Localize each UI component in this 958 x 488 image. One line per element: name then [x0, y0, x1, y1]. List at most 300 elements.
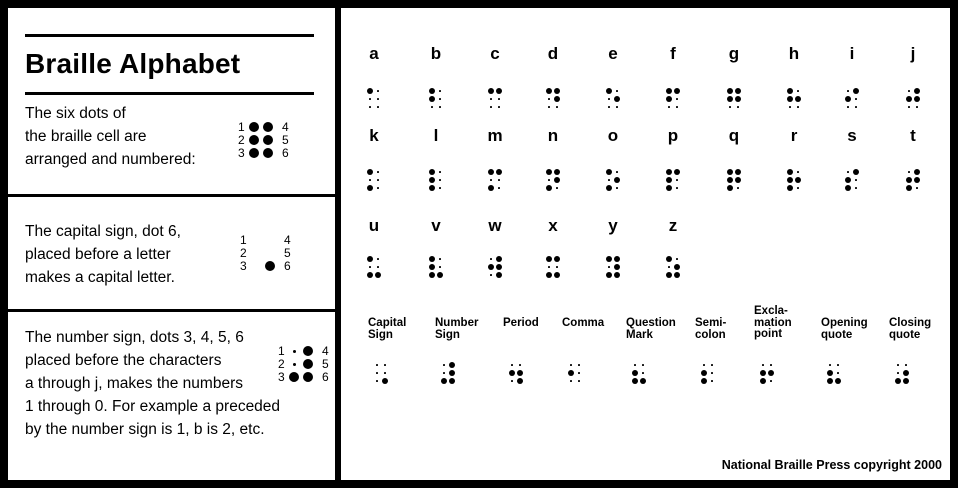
capital-panel: [8, 197, 335, 309]
raised-dot: [249, 122, 259, 132]
flat-dot: [519, 364, 521, 366]
text-line: arranged and numbered:: [25, 151, 196, 168]
text-line: makes a capital letter.: [25, 269, 175, 286]
flat-dot: [608, 179, 610, 181]
page-title: Braille Alphabet: [25, 48, 241, 79]
symbol-label: Semi- colon: [695, 317, 727, 341]
braille-cell: [700, 361, 720, 391]
letter-q: q: [728, 126, 740, 145]
capital-text: [25, 220, 181, 289]
raised-dot: [674, 264, 680, 270]
raised-dot: [429, 177, 435, 183]
raised-dot: [303, 372, 313, 382]
braille-cell: [508, 361, 528, 391]
raised-dot: [429, 96, 435, 102]
dot-number: 4: [282, 120, 289, 134]
dot-number: 2: [238, 133, 245, 147]
raised-dot: [640, 378, 646, 384]
letter-g: g: [728, 44, 740, 63]
flat-dot: [490, 274, 492, 276]
title-bottom-rule: [25, 92, 314, 95]
raised-dot: [429, 185, 435, 191]
raised-dot: [795, 177, 801, 183]
raised-dot: [429, 264, 435, 270]
raised-dot: [903, 378, 909, 384]
flat-dot: [490, 258, 492, 260]
letter-h: h: [788, 44, 800, 63]
braille-cell: [631, 361, 651, 391]
raised-dot: [787, 169, 793, 175]
braille-cell: [366, 255, 386, 285]
title-top-rule: [25, 34, 314, 37]
flat-dot: [711, 380, 713, 382]
alphabet-panel: [341, 8, 950, 480]
flat-dot: [837, 372, 839, 374]
braille-cell: [545, 87, 565, 117]
flat-dot: [439, 258, 441, 260]
raised-dot: [845, 96, 851, 102]
raised-dot: [554, 177, 560, 183]
dot-number: 4: [322, 344, 329, 358]
flat-dot: [634, 364, 636, 366]
raised-dot: [895, 378, 901, 384]
raised-dot: [496, 88, 502, 94]
raised-dot: [382, 378, 388, 384]
braille-cell: [905, 168, 925, 198]
raised-dot: [375, 272, 381, 278]
text-line: 1 through 0. For example a preceded: [25, 398, 281, 415]
flat-dot: [377, 106, 379, 108]
letter-m: m: [487, 126, 503, 145]
raised-dot: [827, 378, 833, 384]
raised-dot: [906, 185, 912, 191]
raised-dot: [727, 169, 733, 175]
letter-z: z: [668, 216, 678, 235]
raised-dot: [674, 272, 680, 278]
raised-dot: [546, 272, 552, 278]
letter-a: a: [369, 44, 379, 63]
raised-dot: [614, 96, 620, 102]
braille-cell: [665, 168, 685, 198]
flat-dot: [616, 171, 618, 173]
raised-dot: [263, 148, 273, 158]
flat-dot: [377, 90, 379, 92]
raised-dot: [488, 88, 494, 94]
text-line: The six dots of: [25, 105, 126, 122]
symbol-label: Opening quote: [821, 317, 868, 341]
flat-dot: [908, 171, 910, 173]
flat-dot: [829, 364, 831, 366]
flat-dot: [439, 187, 441, 189]
text-line: the braille cell are: [25, 128, 147, 145]
flat-dot: [490, 98, 492, 100]
flat-dot: [377, 98, 379, 100]
raised-dot: [367, 272, 373, 278]
flat-dot: [548, 179, 550, 181]
symbol-label: Closing quote: [889, 317, 932, 341]
raised-dot: [835, 378, 841, 384]
dot-number: 5: [322, 357, 329, 371]
text-line: The capital sign, dot 6,: [25, 223, 181, 240]
dot-number: 6: [282, 146, 289, 160]
letter-o: o: [607, 126, 619, 145]
flat-dot: [578, 364, 580, 366]
flat-dot: [642, 364, 644, 366]
braille-cell: [759, 361, 779, 391]
braille-cell: [826, 361, 846, 391]
raised-dot: [701, 378, 707, 384]
flat-dot: [668, 266, 670, 268]
flat-dot: [556, 266, 558, 268]
raised-dot: [367, 256, 373, 262]
raised-dot: [441, 378, 447, 384]
raised-dot: [429, 272, 435, 278]
flat-dot: [703, 364, 705, 366]
raised-dot: [853, 88, 859, 94]
letter-t: t: [910, 126, 916, 145]
flat-dot: [384, 372, 386, 374]
raised-dot: [906, 96, 912, 102]
raised-dot: [666, 169, 672, 175]
raised-dot: [701, 370, 707, 376]
flat-dot: [616, 187, 618, 189]
raised-dot: [554, 96, 560, 102]
raised-dot: [488, 185, 494, 191]
dot-number: 3: [240, 259, 247, 273]
raised-dot: [914, 177, 920, 183]
flat-dot: [676, 258, 678, 260]
dot-number: 1: [240, 233, 247, 247]
flat-dot: [797, 106, 799, 108]
dot-number: 3: [278, 370, 285, 384]
flat-dot: [711, 372, 713, 374]
braille-cell: [366, 87, 386, 117]
braille-cell: [567, 361, 587, 391]
raised-dot: [546, 169, 552, 175]
braille-cell: [440, 361, 460, 391]
raised-dot: [568, 370, 574, 376]
text-line: The number sign, dots 3, 4, 5, 6: [25, 329, 244, 346]
raised-dot: [614, 264, 620, 270]
flat-dot: [511, 380, 513, 382]
letter-r: r: [790, 126, 798, 145]
flat-dot: [762, 364, 764, 366]
raised-dot: [449, 370, 455, 376]
raised-dot: [449, 378, 455, 384]
flat-dot: [908, 90, 910, 92]
flat-dot: [608, 98, 610, 100]
braille-cell: [487, 87, 507, 117]
dot-number: 6: [284, 259, 291, 273]
number-panel: [8, 312, 335, 480]
symbol-label: Period: [503, 317, 539, 329]
raised-dot: [914, 96, 920, 102]
raised-dot: [367, 169, 373, 175]
intro-text: [25, 102, 196, 171]
braille-cell: [894, 361, 914, 391]
braille-cell: [373, 361, 393, 391]
raised-dot: [727, 177, 733, 183]
raised-dot: [787, 185, 793, 191]
flat-dot: [556, 187, 558, 189]
braille-cell: [905, 87, 925, 117]
braille-cell: [786, 168, 806, 198]
raised-dot: [496, 169, 502, 175]
raised-dot: [554, 88, 560, 94]
flat-dot: [369, 266, 371, 268]
flat-dot: [570, 364, 572, 366]
flat-dot: [376, 364, 378, 366]
raised-dot: [632, 378, 638, 384]
raised-dot: [496, 256, 502, 262]
letter-k: k: [369, 126, 379, 145]
letter-b: b: [430, 44, 442, 63]
letter-v: v: [431, 216, 441, 235]
raised-dot: [303, 346, 313, 356]
braille-cell: [428, 87, 448, 117]
raised-dot: [496, 272, 502, 278]
raised-dot: [666, 177, 672, 183]
raised-dot: [429, 256, 435, 262]
raised-dot: [303, 359, 313, 369]
braille-cell: [726, 168, 746, 198]
flat-dot: [439, 179, 441, 181]
flat-dot: [789, 106, 791, 108]
raised-dot: [265, 261, 275, 271]
raised-dot: [768, 370, 774, 376]
braille-cell: [844, 168, 864, 198]
raised-dot: [735, 88, 741, 94]
raised-dot: [666, 88, 672, 94]
raised-dot: [853, 169, 859, 175]
raised-dot: [367, 88, 373, 94]
flat-dot: [439, 106, 441, 108]
letter-s: s: [847, 126, 857, 145]
raised-dot: [903, 370, 909, 376]
flat-dot: [293, 363, 296, 366]
letter-c: c: [490, 44, 500, 63]
dot-number: 5: [282, 133, 289, 147]
flat-dot: [770, 364, 772, 366]
dot-number: 5: [284, 246, 291, 260]
symbol-label: Question Mark: [626, 317, 676, 341]
raised-dot: [666, 272, 672, 278]
flat-dot: [737, 106, 739, 108]
raised-dot: [606, 88, 612, 94]
raised-dot: [674, 88, 680, 94]
raised-dot: [666, 185, 672, 191]
raised-dot: [727, 185, 733, 191]
flat-dot: [837, 364, 839, 366]
letter-x: x: [548, 216, 558, 235]
flat-dot: [376, 372, 378, 374]
raised-dot: [509, 370, 515, 376]
raised-dot: [727, 88, 733, 94]
copyright-footer: National Braille Press copyright 2000: [721, 458, 942, 472]
flat-dot: [293, 350, 296, 353]
raised-dot: [760, 370, 766, 376]
flat-dot: [897, 372, 899, 374]
text-line: placed before the characters: [25, 352, 222, 369]
flat-dot: [668, 106, 670, 108]
braille-cell: [605, 87, 625, 117]
raised-dot: [795, 96, 801, 102]
raised-dot: [429, 88, 435, 94]
raised-dot: [488, 169, 494, 175]
number-cell-diagram: [278, 345, 338, 387]
raised-dot: [289, 372, 299, 382]
flat-dot: [369, 98, 371, 100]
flat-dot: [797, 90, 799, 92]
flat-dot: [377, 179, 379, 181]
raised-dot: [546, 88, 552, 94]
symbol-label: Capital Sign: [368, 317, 407, 341]
flat-dot: [443, 364, 445, 366]
raised-dot: [787, 177, 793, 183]
letter-l: l: [433, 126, 439, 145]
letter-u: u: [368, 216, 380, 235]
symbol-label: Number Sign: [435, 317, 479, 341]
braille-cell: [665, 87, 685, 117]
raised-dot: [906, 177, 912, 183]
raised-dot: [827, 370, 833, 376]
flat-dot: [908, 106, 910, 108]
intro-panel: [8, 8, 335, 194]
flat-dot: [676, 187, 678, 189]
flat-dot: [676, 106, 678, 108]
flat-dot: [905, 364, 907, 366]
symbol-label: Comma: [562, 317, 605, 329]
raised-dot: [606, 256, 612, 262]
dot-number: 6: [322, 370, 329, 384]
raised-dot: [554, 272, 560, 278]
capital-cell-diagram: [240, 234, 300, 276]
flat-dot: [578, 372, 580, 374]
raised-dot: [787, 88, 793, 94]
flat-dot: [676, 179, 678, 181]
flat-dot: [897, 364, 899, 366]
flat-dot: [498, 106, 500, 108]
number-text: [25, 326, 280, 441]
raised-dot: [449, 362, 455, 368]
flat-dot: [855, 98, 857, 100]
raised-dot: [517, 378, 523, 384]
raised-dot: [614, 256, 620, 262]
flat-dot: [498, 179, 500, 181]
raised-dot: [760, 378, 766, 384]
dot-number: 2: [278, 357, 285, 371]
braille-cell: [786, 87, 806, 117]
raised-dot: [674, 169, 680, 175]
dot-number: 3: [238, 146, 245, 160]
braille-cell: [844, 87, 864, 117]
raised-dot: [614, 177, 620, 183]
raised-dot: [554, 256, 560, 262]
letter-n: n: [547, 126, 559, 145]
letter-d: d: [547, 44, 559, 63]
raised-dot: [488, 264, 494, 270]
flat-dot: [377, 171, 379, 173]
raised-dot: [666, 256, 672, 262]
flat-dot: [729, 106, 731, 108]
raised-dot: [666, 96, 672, 102]
letter-e: e: [608, 44, 618, 63]
raised-dot: [546, 256, 552, 262]
flat-dot: [676, 98, 678, 100]
flat-dot: [570, 380, 572, 382]
raised-dot: [249, 148, 259, 158]
braille-cell: [366, 168, 386, 198]
flat-dot: [384, 364, 386, 366]
flat-dot: [439, 90, 441, 92]
flat-dot: [642, 372, 644, 374]
raised-dot: [437, 272, 443, 278]
raised-dot: [845, 185, 851, 191]
flat-dot: [439, 266, 441, 268]
flat-dot: [511, 364, 513, 366]
numbered-cell-diagram: [238, 121, 298, 163]
braille-cell: [726, 87, 746, 117]
raised-dot: [606, 169, 612, 175]
raised-dot: [517, 370, 523, 376]
flat-dot: [548, 106, 550, 108]
braille-cell: [428, 168, 448, 198]
flat-dot: [431, 106, 433, 108]
flat-dot: [797, 187, 799, 189]
raised-dot: [263, 135, 273, 145]
raised-dot: [606, 185, 612, 191]
braille-cell: [428, 255, 448, 285]
flat-dot: [608, 106, 610, 108]
braille-cell: [545, 168, 565, 198]
flat-dot: [439, 171, 441, 173]
braille-cell: [665, 255, 685, 285]
flat-dot: [490, 179, 492, 181]
raised-dot: [249, 135, 259, 145]
flat-dot: [711, 364, 713, 366]
flat-dot: [443, 372, 445, 374]
flat-dot: [369, 106, 371, 108]
raised-dot: [914, 88, 920, 94]
dot-number: 1: [278, 344, 285, 358]
flat-dot: [608, 266, 610, 268]
raised-dot: [367, 185, 373, 191]
flat-dot: [916, 106, 918, 108]
flat-dot: [616, 90, 618, 92]
letter-y: y: [608, 216, 618, 235]
flat-dot: [578, 380, 580, 382]
flat-dot: [855, 106, 857, 108]
letter-p: p: [667, 126, 679, 145]
raised-dot: [914, 169, 920, 175]
dot-number: 2: [240, 246, 247, 260]
raised-dot: [606, 272, 612, 278]
letter-j: j: [910, 44, 916, 63]
flat-dot: [376, 380, 378, 382]
text-line: a through j, makes the numbers: [25, 375, 243, 392]
flat-dot: [490, 106, 492, 108]
raised-dot: [632, 370, 638, 376]
flat-dot: [797, 171, 799, 173]
raised-dot: [735, 177, 741, 183]
raised-dot: [429, 169, 435, 175]
flat-dot: [847, 90, 849, 92]
flat-dot: [548, 266, 550, 268]
flat-dot: [855, 187, 857, 189]
flat-dot: [770, 380, 772, 382]
letter-w: w: [488, 216, 502, 235]
braille-cell: [605, 255, 625, 285]
